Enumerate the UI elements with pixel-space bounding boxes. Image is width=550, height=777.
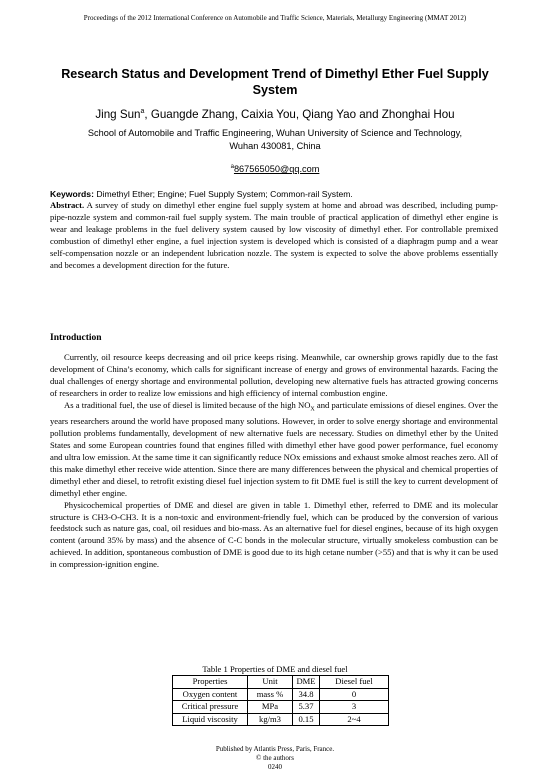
section-heading-introduction: Introduction	[50, 333, 102, 343]
cell-diesel: 0	[320, 688, 389, 701]
cell-unit: kg/m3	[248, 713, 293, 726]
cell-dme: 5.37	[293, 701, 320, 714]
cell-property: Critical pressure	[173, 701, 248, 714]
title-line-1: Research Status and Development Trend of Dimethyl Ether Fuel Supply	[61, 67, 489, 81]
author-first: Jing Sun	[95, 108, 141, 121]
table-row	[173, 688, 389, 701]
author-first-sup: a	[140, 108, 145, 116]
cell-property: Liquid viscosity	[173, 713, 248, 726]
affiliation-line-1: School of Automobile and Traffic Engineering, Wuhan University of Science and Technology,	[87, 128, 463, 138]
page-footer	[0, 745, 550, 772]
keywords	[50, 188, 498, 200]
paragraph-3: Physicochemical properties of DME and diesel are given in table 1. Dimethyl ether, referred to DME and its molecular structure is CH3-O-CH3. It is a non-toxic and environment-friendly fuel, which can be produced by the conversion of various feedstock such as nature gas, coal, oil residues and bio-mass. As an alternative fuel for diesel engines, because of its high oxygen content (around 35% by mass) and the absence of C-C bonds in the molecular structure, virtually smokeless combustion can be achieved. In addition, spontaneous combustion of DME is good due to its high cetane number (>55) and that is why it can be used in compression-ignition engine.	[50, 499, 498, 570]
header-properties: Properties	[173, 676, 248, 689]
header-unit: Unit	[248, 676, 293, 689]
table-header-row	[173, 676, 389, 689]
abstract-text: A survey of study on dimethyl ether engine fuel supply system at home and abroad was described, including pump-pipe-nozzle system and common-rail fuel supply system. The main trouble of practical application of dimethyl ether engine is wear and leakage problems in the fuel delivery system caused by low viscosity of dimethyl ether. For controllable premixed combustion of dimethyl ether engine, a fuel injection system is developed which is consisted of a diaphragm pump and a wear self-compensation nozzle or an independent lubrication nozzle. The system is expected to solve the above problems essentially and becomes a development direction for the future.	[50, 200, 498, 270]
cell-dme: 0.15	[293, 713, 320, 726]
cell-unit: mass %	[248, 688, 293, 701]
abstract	[50, 200, 498, 271]
table-row	[173, 701, 389, 714]
header-dme: DME	[293, 676, 320, 689]
author-list	[0, 108, 550, 121]
keywords-label: Keywords:	[50, 189, 94, 199]
cell-diesel: 2~4	[320, 713, 389, 726]
cell-dme: 34.8	[293, 688, 320, 701]
proceedings-header: Proceedings of the 2012 International Conference on Automobile and Traffic Science, Materials, Metallurgy Engineering (MMAT 2012)	[83, 14, 467, 22]
affiliation	[50, 127, 500, 152]
paragraph-2-part-b: and particulate emissions of diesel engines. Over the years researchers around the world have proposed many solutions. However, in order to solve energy shortage and environmental pollution problems fundamentally, development of new alternative fuels are necessary. Studies on dimethyl ether by the United States and some European countries found that engines filled with dimethyl ether have good power performance, fuel economy and ultra low emission. At the same time it can significantly reduce NOx emissions and exhaust smoke almost reaches zero. All of this make dimethyl ether receive wide attention. Since there are many differences between the physical and chemical properties of dimethyl ether and diesel, to retrofit existing diesel fuel injection system to fit DME fuel is still the key to current development of dimethyl ether engine.	[50, 399, 498, 498]
paragraph-1: Currently, oil resource keeps decreasing and oil price keeps rising. Meanwhile, car ownership grows rapidly due to the fast development of China’s economy, which calls for significant increase of energy and grows of environmental hazards. Facing the dual challenges of energy shortage and environmental pollution, developing new alternative fuels has attracted growing concerns of researchers in order to realize low emissions and high efficiency of internal combustion engine.	[50, 352, 498, 398]
email-link[interactable]: 867565050@qq.com	[233, 164, 320, 175]
footer-publisher: Published by Atlantis Press, Paris, France.	[215, 745, 335, 753]
nox-subscript: X	[310, 406, 315, 413]
title-line-2: System	[252, 83, 298, 97]
header-diesel: Diesel fuel	[320, 676, 389, 689]
properties-table	[172, 675, 389, 726]
author-email	[0, 164, 550, 174]
keywords-text: Dimethyl Ether; Engine; Fuel Supply System; Common-rail System.	[93, 189, 353, 199]
affiliation-line-2: Wuhan 430081, China	[229, 140, 321, 151]
paper-title	[60, 66, 490, 98]
footer-copyright: © the authors	[256, 754, 294, 762]
author-rest: , Guangde Zhang, Caixia You, Qiang Yao and Zhonghai Hou	[144, 108, 455, 121]
table-row	[173, 713, 389, 726]
cell-property: Oxygen content	[173, 688, 248, 701]
cell-unit: MPa	[248, 701, 293, 714]
introduction-body	[50, 352, 498, 571]
table-caption: Table 1 Properties of DME and diesel fuel	[202, 664, 348, 674]
abstract-label: Abstract.	[50, 200, 85, 210]
footer-page-number: 0240	[268, 763, 282, 771]
paragraph-2	[50, 400, 498, 500]
email-sup: a	[230, 164, 234, 170]
paragraph-2-part-a: As a traditional fuel, the use of diesel is limited because of the high NO	[64, 399, 311, 410]
cell-diesel: 3	[320, 701, 389, 714]
